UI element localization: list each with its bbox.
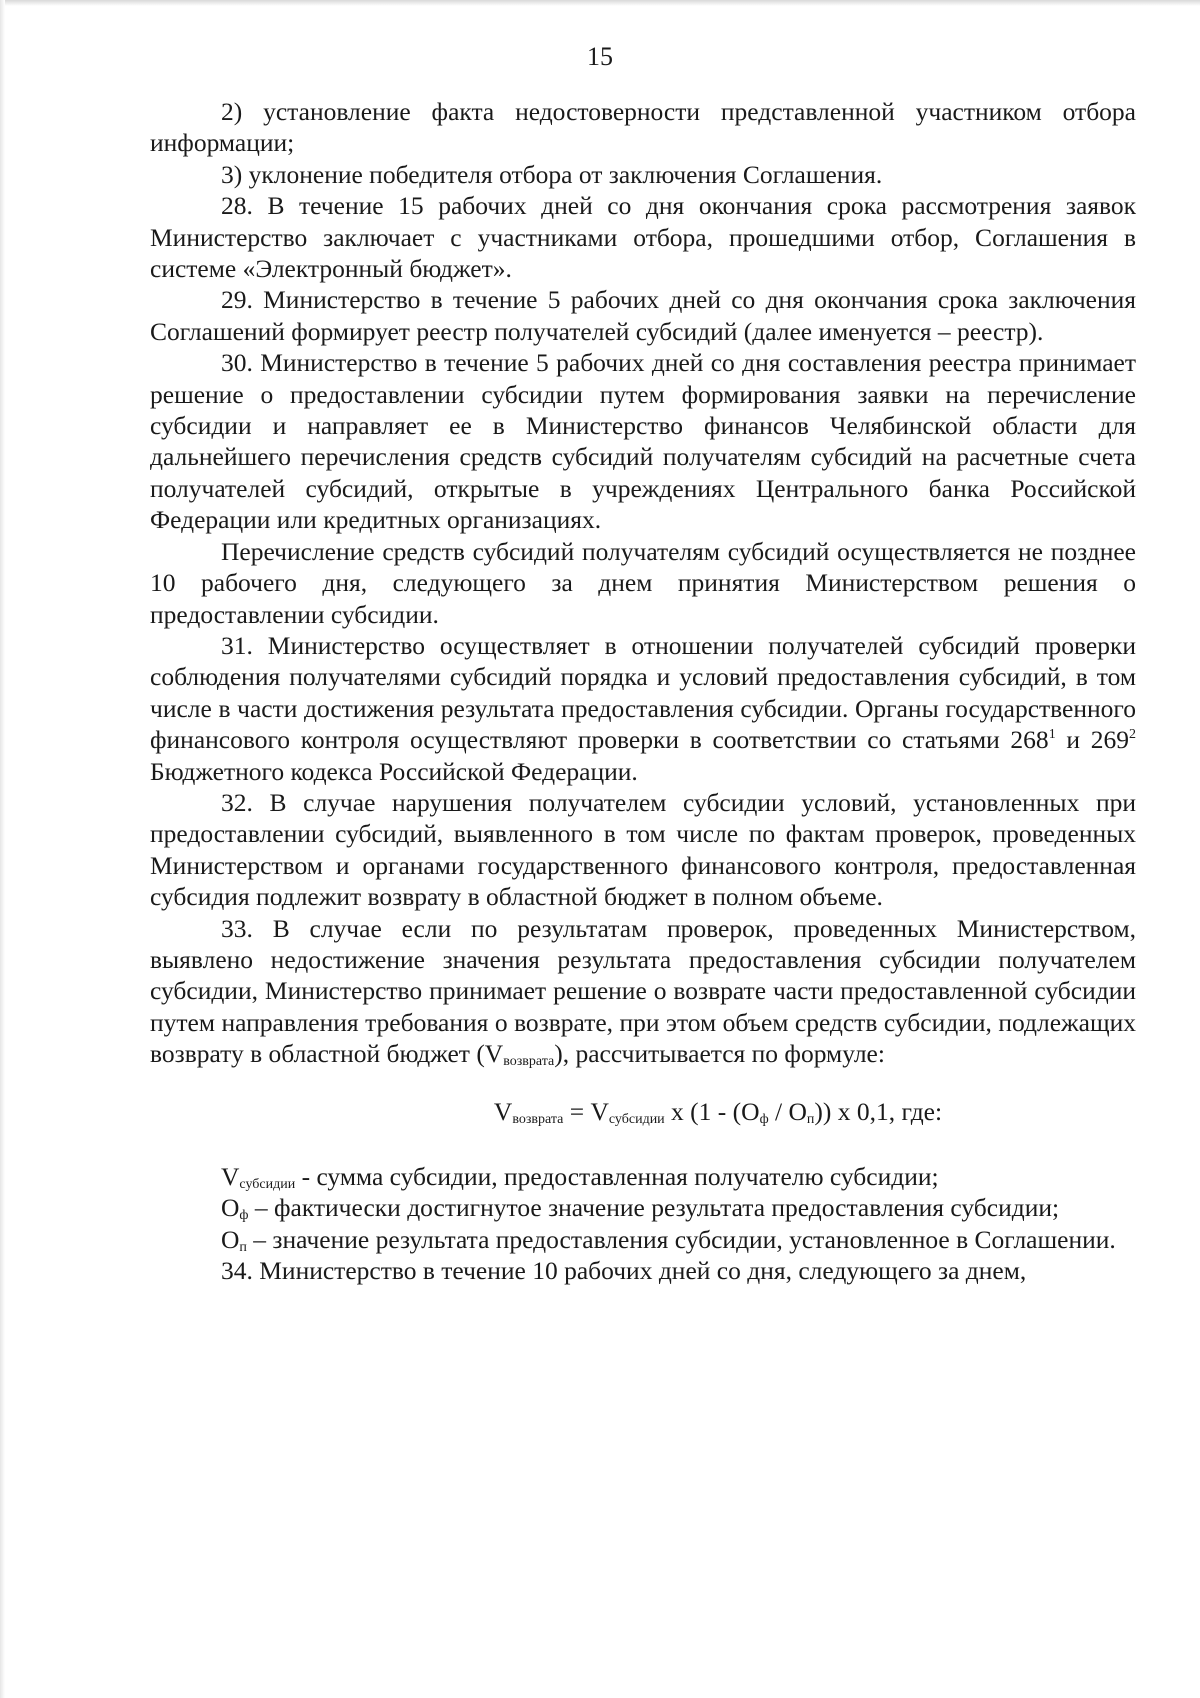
subscript-refund: возврата [503,1054,555,1070]
paragraph-32: 32. В случае нарушения получателем субсидии условий, установленных при предоставлении субсидий, выявленного в том числе по фактам проверок, проведенных Министерством и органами государственного финансового контроля, предоставленная субсидия подлежит возврату в областной бюджет в полном объеме. [150,787,1136,912]
paragraph-31-text-b: и 269 [1055,725,1129,755]
paragraph-31-text-a: 31. Министерство осуществляет в отношении получателей субсидий проверки соблюдения получателями субсидий порядка и условий предоставления субсидий, в том числе в части достижения результата предоставления субсидии. Органы государственного финансового контроля осуществляют проверки в соответствии со статьями 268 [150,630,1136,755]
paragraph-30: 30. Министерство в течение 5 рабочих дней со дня составления реестра принимает решение о предоставлении субсидии путем формирования заявки на перечисление субсидии и направляет ее в Министерство финансов Челябинской области для дальнейшего перечисления средств субсидий получателям субсидий на расчетные счета получателей субсидий, открытые в учреждениях Центрального банка Российской Федерации или кредитных организациях. [150,348,1136,535]
paragraph-33-text-a: 33. В случае если по результатам проверок, проведенных Министерством, выявлено недостижение значения результата предоставления субсидии получателем субсидии, Министерство принимает решение о возврате части предоставленной субсидии путем направления требования о возврате, при этом объем средств субсидии, подлежащих возврату в областной бюджет (V [150,913,1136,1069]
formula-mult-o: x (1 - (O [664,1096,760,1126]
formula-sub-plan: п [806,1111,815,1127]
definition-v-text: - сумма субсидии, предоставленная получателю субсидии; [295,1162,939,1191]
paragraph-34: 34. Министерство в течение 10 рабочих дней со дня, следующего за днем, [221,1256,1027,1286]
definition-op-sub: п [239,1239,247,1255]
document-body [150,96,1136,1287]
formula-sub-refund: возврата [512,1111,564,1127]
superscript-article-268: 1 [1048,727,1056,743]
definition-of-text: – фактически достигнутое значение результата предоставления субсидии; [248,1193,1060,1223]
definition-v-subsidy [150,1161,1136,1192]
definition-o-fact [150,1192,1136,1223]
formula-div-o: / O [768,1096,807,1126]
formula-equals-v: = V [563,1096,609,1126]
paragraph-33 [150,913,1136,1070]
definition-op-symbol: О [221,1224,240,1254]
scan-edge-left [0,0,5,1698]
paragraph-31 [150,630,1136,787]
paragraph-31-text-c: Бюджетного кодекса Российской Федерации. [150,756,638,786]
definition-v-symbol: V [221,1162,240,1191]
paragraph-29: 29. Министерство в течение 5 рабочих дней со дня окончания срока заключения Соглашений формирует реестр получателей субсидий (далее именуется – реестр). [150,285,1136,346]
paragraph-item-3: 3) уклонение победителя отбора от заключения Соглашения. [221,159,883,189]
refund-formula [150,1096,1136,1127]
superscript-article-269: 2 [1128,727,1136,743]
scan-edge-top [0,0,1200,6]
definition-of-symbol: О [221,1193,240,1223]
paragraph-33-text-b: ), рассчитывается по формуле: [554,1039,885,1069]
paragraph-28: 28. В течение 15 рабочих дней со дня окончания срока рассмотрения заявок Министерство заключает с участниками отбора, прошедшими отбор, Соглашения в системе «Электронный бюджет». [150,191,1136,284]
definition-op-text: – значение результата предоставления субсидии, установленное в Соглашении. [246,1224,1116,1254]
definition-v-sub: субсидии [239,1177,296,1192]
page-number: 15 [587,42,613,71]
formula-v-refund: V [493,1096,513,1126]
formula-sub-subsidy: субсидии [608,1111,665,1127]
definition-o-plan [150,1224,1136,1255]
paragraph-30-transfer: Перечисление средств субсидий получателям субсидий осуществляется не позднее 10 рабочего дня, следующего за днем принятия Министерством решения о предоставлении субсидии. [150,536,1136,629]
formula-end: )) x 0,1, где: [814,1096,943,1126]
formula-sub-fact: ф [759,1111,769,1127]
paragraph-item-2: 2) установление факта недостоверности представленной участником отбора информации; [150,97,1136,158]
definition-of-sub: ф [239,1208,249,1224]
